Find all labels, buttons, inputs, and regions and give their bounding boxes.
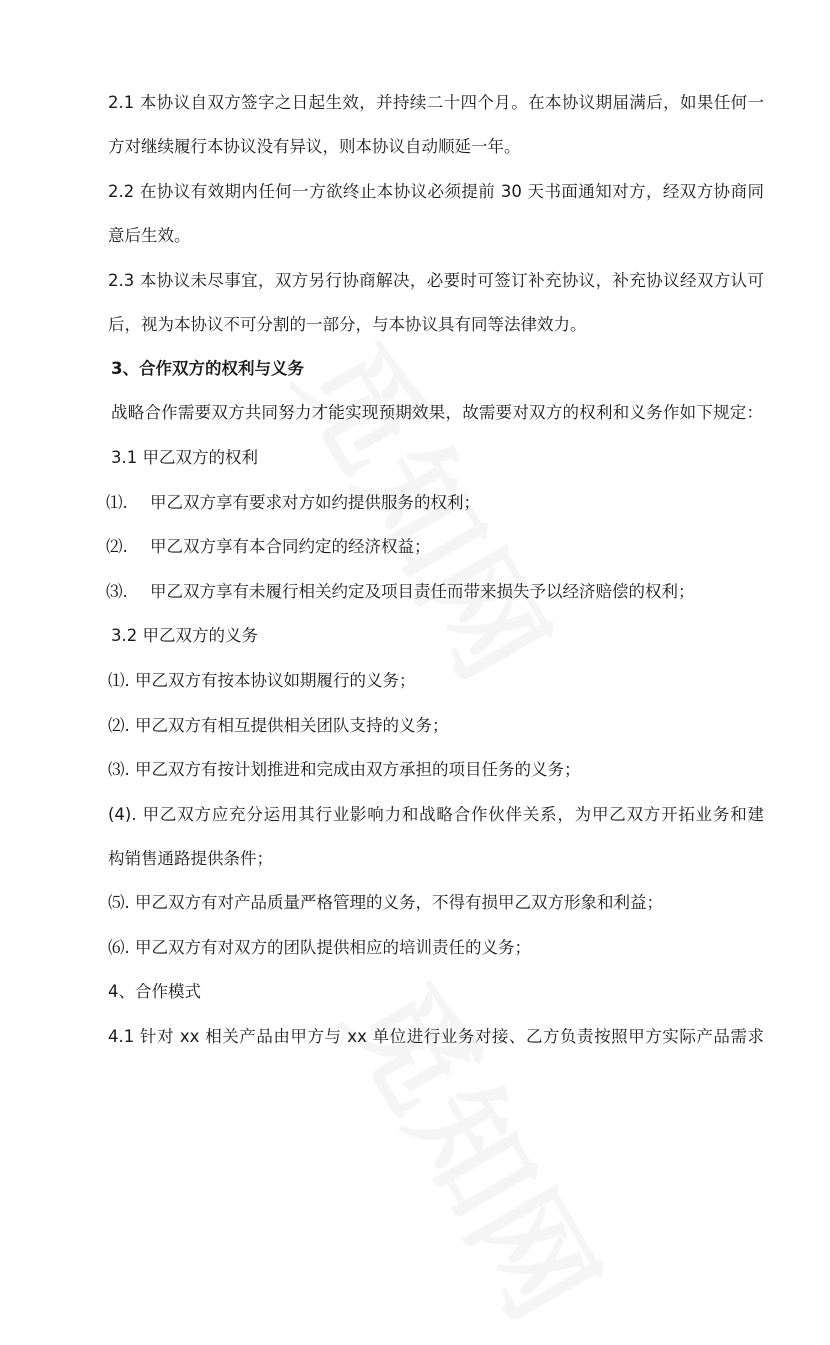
watermark — [316, 947, 645, 1345]
list-number: ⑶. — [106, 582, 128, 601]
list-text: 甲乙双方享有要求对方如约提供服务的权利； — [150, 493, 480, 512]
section-3-heading: 3、合作双方的权利与义务 — [111, 359, 304, 378]
duties-item: ⑸. 甲乙双方有对产品质量严格管理的义务，不得有损甲乙双方形象和利益； — [108, 893, 663, 912]
duties-item: ⑹. 甲乙双方有对双方的团队提供相应的培训责任的义务； — [108, 938, 531, 957]
duties-item-continued: 构销售通路提供条件； — [108, 849, 273, 868]
section-4-heading: 4、合作模式 — [108, 982, 201, 1001]
duties-item: ⑵. 甲乙双方有相互提供相关团队支持的义务； — [108, 716, 449, 735]
paragraph-4-1: 4.1 针对 xx 相关产品由甲方与 xx 单位进行业务对接、乙方负责按照甲方实际产品需求 — [108, 1027, 764, 1046]
section-3-2-heading: 3.2 甲乙双方的义务 — [111, 626, 258, 645]
list-number: ⑴. — [106, 493, 128, 512]
paragraph-2-2-line-1: 2.2 在协议有效期内任何一方欲终止本协议必须提前 30 天书面通知对方，经双方协商同 — [108, 182, 764, 201]
paragraph-2-2-line-2: 意后生效。 — [108, 226, 191, 245]
list-text: 甲乙双方享有未履行相关约定及项目责任而带来损失予以经济赔偿的权利； — [150, 582, 695, 601]
duties-item: (4). 甲乙双方应充分运用其行业影响力和战略合作伙伴关系，为甲乙双方开拓业务和建 — [108, 805, 764, 824]
paragraph-2-3-line-1: 2.3 本协议未尽事宜，双方另行协商解决，必要时可签订补充协议，补充协议经双方认可 — [108, 271, 764, 290]
duties-item: ⑴. 甲乙双方有按本协议如期履行的义务； — [108, 671, 416, 690]
list-text: 甲乙双方享有本合同约定的经济权益； — [150, 537, 431, 556]
list-number: ⑵. — [106, 537, 128, 556]
paragraph-2-1-line-2: 方对继续履行本协议没有异议，则本协议自动顺延一年。 — [108, 137, 521, 156]
section-3-1-heading: 3.1 甲乙双方的权利 — [111, 448, 258, 467]
duties-item: ⑶. 甲乙双方有按计划推进和完成由双方承担的项目任务的义务； — [108, 760, 581, 779]
section-3-intro: 战略合作需要双方共同努力才能实现预期效果，故需要对双方的权利和义务作如下规定： — [111, 403, 763, 422]
paragraph-2-1-line-1: 2.1 本协议自双方签字之日起生效，并持续二十四个月。在本协议期届满后，如果任何一 — [108, 93, 764, 112]
paragraph-2-3-line-2: 后，视为本协议不可分割的一部分，与本协议具有同等法律效力。 — [108, 315, 587, 334]
